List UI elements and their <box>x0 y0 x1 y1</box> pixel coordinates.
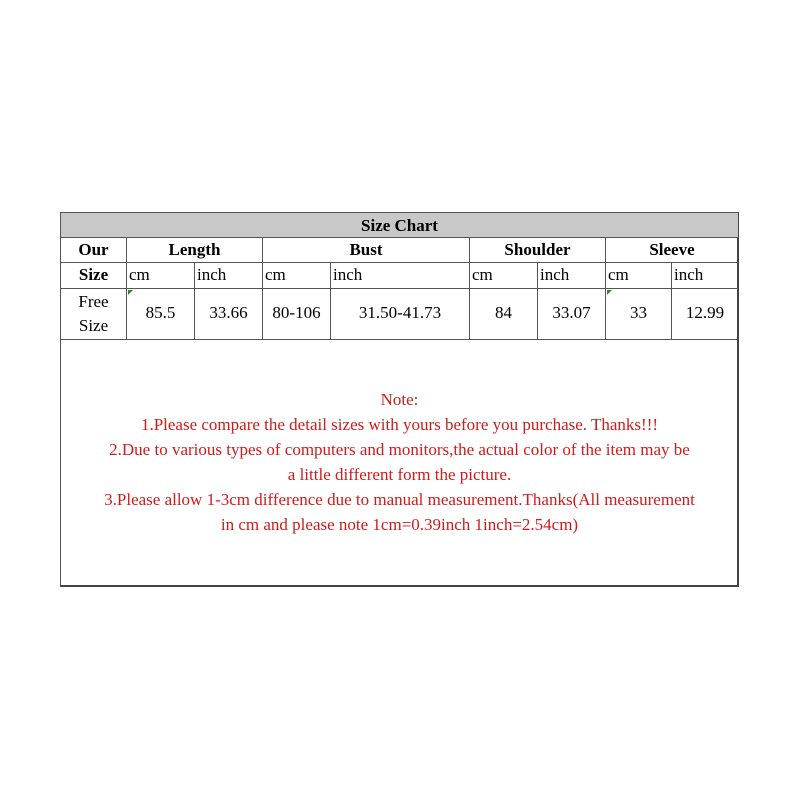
size-chart-sheet <box>60 212 739 587</box>
header-length: Length <box>127 238 263 263</box>
header-size: Size <box>61 263 127 289</box>
note-line-2b: a little different form the picture. <box>287 465 512 484</box>
value-shoulder-inch: 33.07 <box>538 289 606 340</box>
header-shoulder: Shoulder <box>470 238 606 263</box>
header-sleeve: Sleeve <box>606 238 738 263</box>
cell-marker-icon <box>607 290 612 295</box>
unit-bust-inch: inch <box>331 263 470 289</box>
size-chart-title: Size Chart <box>61 213 738 238</box>
value-bust-inch: 31.50-41.73 <box>331 289 470 340</box>
value-bust-cm: 80-106 <box>263 289 331 340</box>
value-sleeve-cm: 33 <box>606 289 672 340</box>
note-heading: Note: <box>380 390 419 409</box>
note-line-3a: 3.Please allow 1-3cm difference due to manual measurement.Thanks(All measurement <box>104 490 695 509</box>
cell-marker-icon <box>128 290 133 295</box>
value-sleeve-inch: 12.99 <box>672 289 738 340</box>
unit-bust-cm: cm <box>263 263 331 289</box>
value-shoulder-cm: 84 <box>470 289 538 340</box>
header-bust: Bust <box>263 238 470 263</box>
unit-sleeve-inch: inch <box>672 263 738 289</box>
note-block <box>61 340 738 586</box>
note-line-1: 1.Please compare the detail sizes with yours before you purchase. Thanks!!! <box>140 415 659 434</box>
unit-length-inch: inch <box>195 263 263 289</box>
unit-shoulder-cm: cm <box>470 263 538 289</box>
unit-length-cm: cm <box>127 263 195 289</box>
unit-sleeve-cm: cm <box>606 263 672 289</box>
size-free-cell <box>61 289 127 340</box>
unit-shoulder-inch: inch <box>538 263 606 289</box>
note-line-2a: 2.Due to various types of computers and monitors,the actual color of the item may be <box>109 440 690 459</box>
size-free-line1: Free <box>78 292 109 311</box>
note-line-3b: in cm and please note 1cm=0.39inch 1inch=2.54cm) <box>220 515 579 534</box>
size-free-line2: Size <box>78 316 109 335</box>
value-length-cm: 85.5 <box>127 289 195 340</box>
value-length-inch: 33.66 <box>195 289 263 340</box>
header-our: Our <box>61 238 127 263</box>
